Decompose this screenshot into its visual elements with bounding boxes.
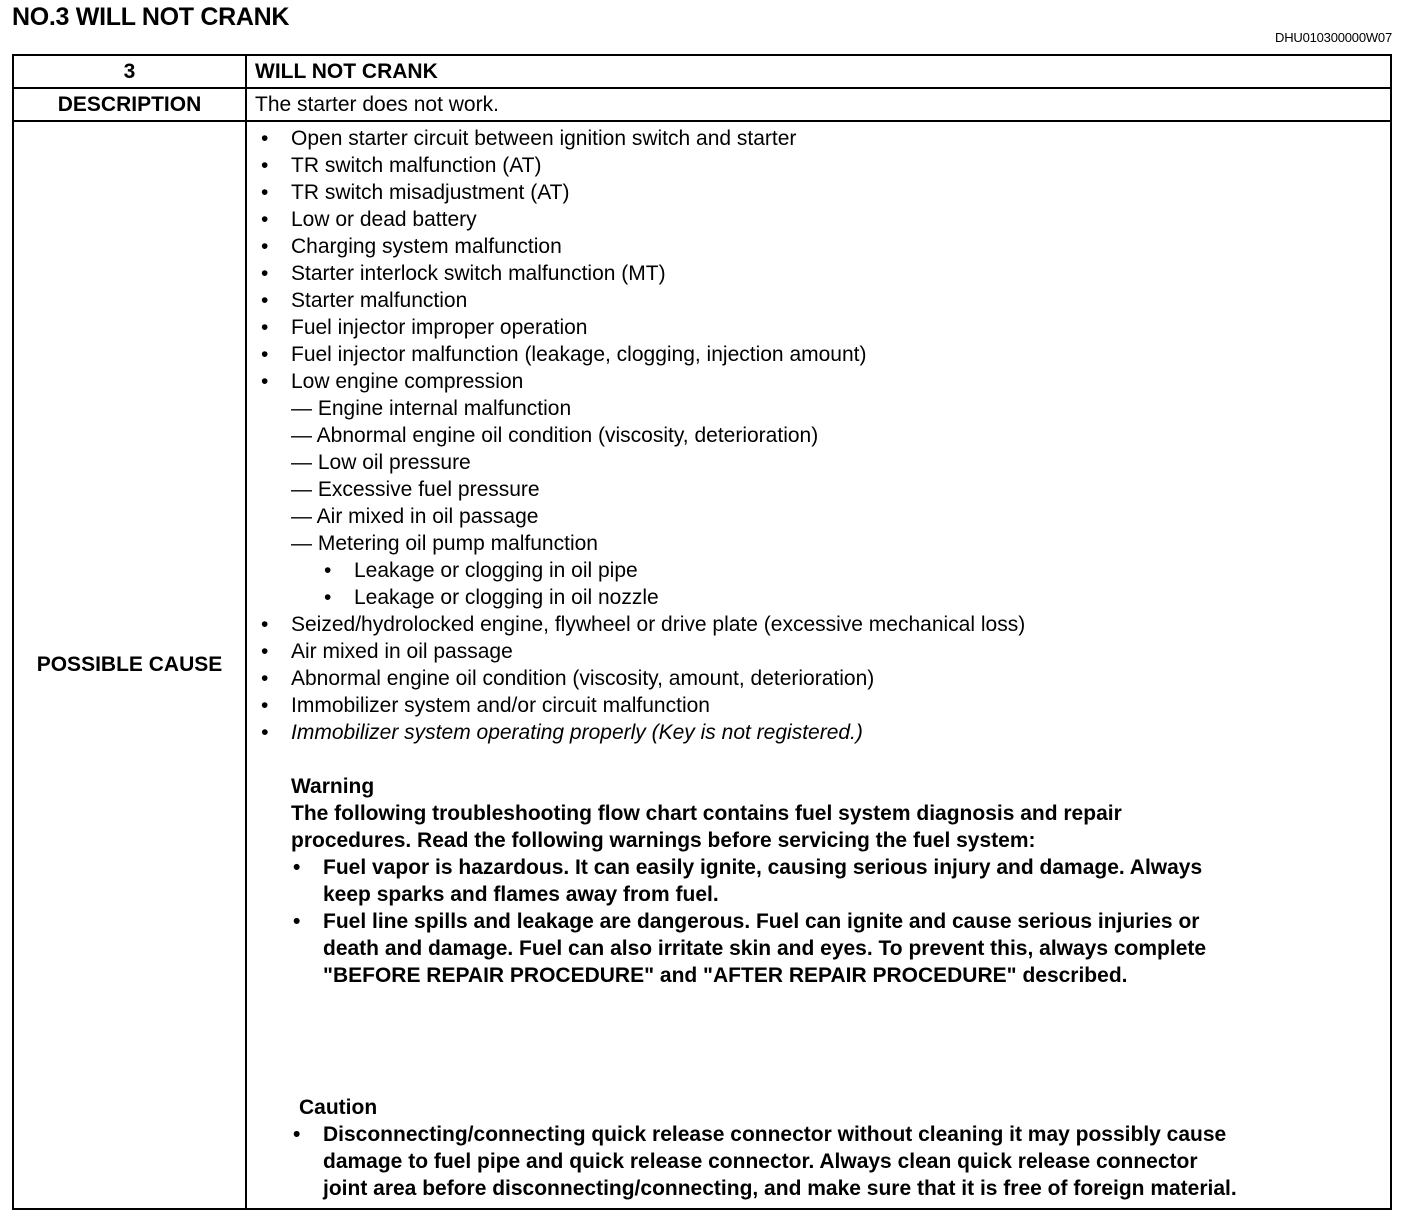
caution-title: Caution — [299, 1096, 378, 1119]
cause-sub-sub-item: • Leakage or clogging in oil nozzle — [247, 584, 1390, 611]
warning-bullet-cont: "BEFORE REPAIR PROCEDURE" and "AFTER REPAIR PROCEDURE" described. — [323, 964, 1128, 987]
warning-title: Warning — [291, 775, 375, 798]
caution-bullet-cont: damage to fuel pipe and quick release connector. Always clean quick release connector — [323, 1150, 1198, 1173]
cause-item: • Fuel injector malfunction (leakage, clogging, injection amount) — [247, 341, 1390, 368]
caution-block — [247, 1094, 1390, 1202]
cause-sub-item: — Metering oil pump malfunction — [291, 532, 598, 555]
troubleshooting-table — [12, 54, 1392, 1210]
description-label: DESCRIPTION — [13, 88, 246, 121]
cause-sub-item: — Engine internal malfunction — [291, 397, 572, 420]
cause-sub-item: — Abnormal engine oil condition (viscosity, deterioration) — [291, 424, 819, 447]
possible-cause-label: POSSIBLE CAUSE — [13, 121, 246, 1209]
cause-sub-item: — Low oil pressure — [291, 451, 471, 474]
cause-item: • Abnormal engine oil condition (viscosity, amount, deterioration) — [247, 665, 1390, 692]
warning-bullet-cont: death and damage. Fuel can also irritate skin and eyes. To prevent this, always complete — [323, 937, 1207, 960]
cause-item: • Charging system malfunction — [247, 233, 1390, 260]
symptom-number: 3 — [13, 55, 246, 88]
cause-item: • Immobilizer system and/or circuit malfunction — [247, 692, 1390, 719]
warning-bullet: • Fuel line spills and leakage are dangerous. Fuel can ignite and cause serious injuries or — [247, 908, 1390, 935]
header-row — [13, 55, 1391, 88]
cause-item: • Air mixed in oil passage — [247, 638, 1390, 665]
cause-item: • TR switch misadjustment (AT) — [247, 179, 1390, 206]
cause-item: • Fuel injector improper operation — [247, 314, 1390, 341]
cause-sub-item: — Air mixed in oil passage — [291, 505, 539, 528]
warning-intro: procedures. Read the following warnings before servicing the fuel system: — [291, 829, 1036, 852]
cause-item: • Immobilizer system operating properly (Key is not registered.) — [247, 719, 1390, 746]
warning-bullet-cont: keep sparks and flames away from fuel. — [323, 883, 719, 906]
cause-item: • Low engine compression — [247, 368, 1390, 395]
cause-sub-item: — Excessive fuel pressure — [291, 478, 540, 501]
warning-intro: The following troubleshooting flow chart contains fuel system diagnosis and repair — [291, 802, 1122, 825]
caution-bullet: • Disconnecting/connecting quick release connector without cleaning it may possibly cause — [247, 1121, 1390, 1148]
possible-cause-row — [13, 121, 1391, 1209]
warning-block — [247, 773, 1390, 989]
warning-bullet: • Fuel vapor is hazardous. It can easily ignite, causing serious injury and damage. Always — [247, 854, 1390, 881]
cause-item: • Starter malfunction — [247, 287, 1390, 314]
cause-item: • Seized/hydrolocked engine, flywheel or drive plate (excessive mechanical loss) — [247, 611, 1390, 638]
page-title: NO.3 WILL NOT CRANK — [12, 3, 290, 31]
document-code: DHU010300000W07 — [1275, 30, 1392, 45]
symptom-title: WILL NOT CRANK — [246, 55, 1391, 88]
possible-cause-list — [246, 121, 1391, 1209]
cause-item: • Open starter circuit between ignition switch and starter — [247, 125, 1390, 152]
description-row — [13, 88, 1391, 121]
cause-item: • Starter interlock switch malfunction (MT) — [247, 260, 1390, 287]
caution-bullet-cont: joint area before disconnecting/connecting, and make sure that it is free of foreign material. — [323, 1177, 1237, 1200]
description-text: The starter does not work. — [246, 88, 1391, 121]
cause-item: • Low or dead battery — [247, 206, 1390, 233]
cause-sub-sub-item: • Leakage or clogging in oil pipe — [247, 557, 1390, 584]
cause-item: • TR switch malfunction (AT) — [247, 152, 1390, 179]
